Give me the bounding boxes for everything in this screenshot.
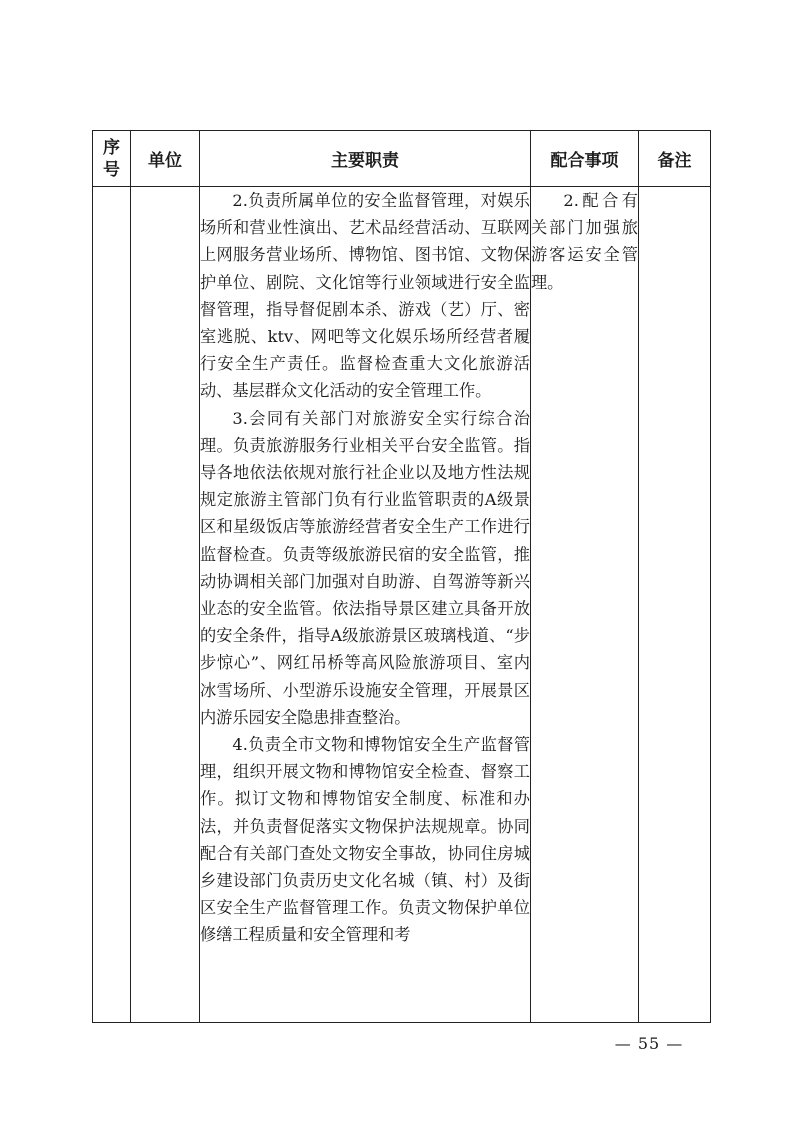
page-number: — 55 — (614, 1034, 684, 1053)
unit-cell (131, 187, 200, 1023)
header-seq-line2: 号 (103, 159, 120, 180)
duty-item-3: 3.会同有关部门对旅游安全实行综合治理。负责旅游服务行业相关平台安全监管。指导各地依法依规对旅行社企业以及地方性法规规定旅游主管部门负有行业监管职责的A级景区和星级饭店等旅游经营者安全生产工作进行监督检查。负责等级旅游民宿的安全监管，推动协调相关部门加强对自助游、自驾游等新兴业态的安全监管。依法指导景区建立具备开放的安全条件，指导A级旅游景区玻璃栈道、“步步惊心”、网红吊桥等高风险旅游项目、室内冰雪场所、小型游乐设施安全管理，开展景区内游乐园安全隐患排查整治。 (200, 408, 530, 727)
table-header-row (93, 131, 711, 187)
seq-cell (93, 187, 131, 1023)
header-cooperation: 配合事项 (531, 131, 639, 187)
header-duties: 主要职责 (200, 131, 531, 187)
responsibility-table (92, 130, 711, 1023)
cooperation-cell (531, 187, 639, 1023)
table-row (93, 187, 711, 1023)
duty-item-2: 2.负责所属单位的安全监督管理，对娱乐场所和营业性演出、艺术品经营活动、互联网上网服务营业场所、博物馆、图书馆、文物保护单位、剧院、文化馆等行业领域进行安全监督管理，指导督促剧本杀、游戏（艺）厅、密室逃脱、ktv、网吧等文化娱乐场所经营者履行安全生产责任。监督检查重大文化旅游活动、基层群众文化活动的安全管理工作。 (200, 191, 530, 401)
duty-item-4: 4.负责全市文物和博物馆安全生产监督管理，组织开展文物和博物馆安全检查、督察工作。拟订文物和博物馆安全制度、标准和办法，并负责督促落实文物保护法规规章。协同配合有关部门查处文物安全事故，协同住房城乡建设部门负责历史文化名城（镇、村）及街区安全生产监督管理工作。负责文物保护单位修缮工程质量和安全管理和考 (200, 735, 530, 945)
cooperation-item-2: 2.配合有关部门加强旅游客运安全管理。 (531, 191, 638, 292)
remarks-cell (639, 187, 711, 1023)
header-unit: 单位 (131, 131, 200, 187)
header-remarks: 备注 (639, 131, 711, 187)
duties-cell (200, 187, 531, 1023)
header-seq-line1: 序 (103, 137, 120, 158)
header-seq (93, 131, 131, 187)
